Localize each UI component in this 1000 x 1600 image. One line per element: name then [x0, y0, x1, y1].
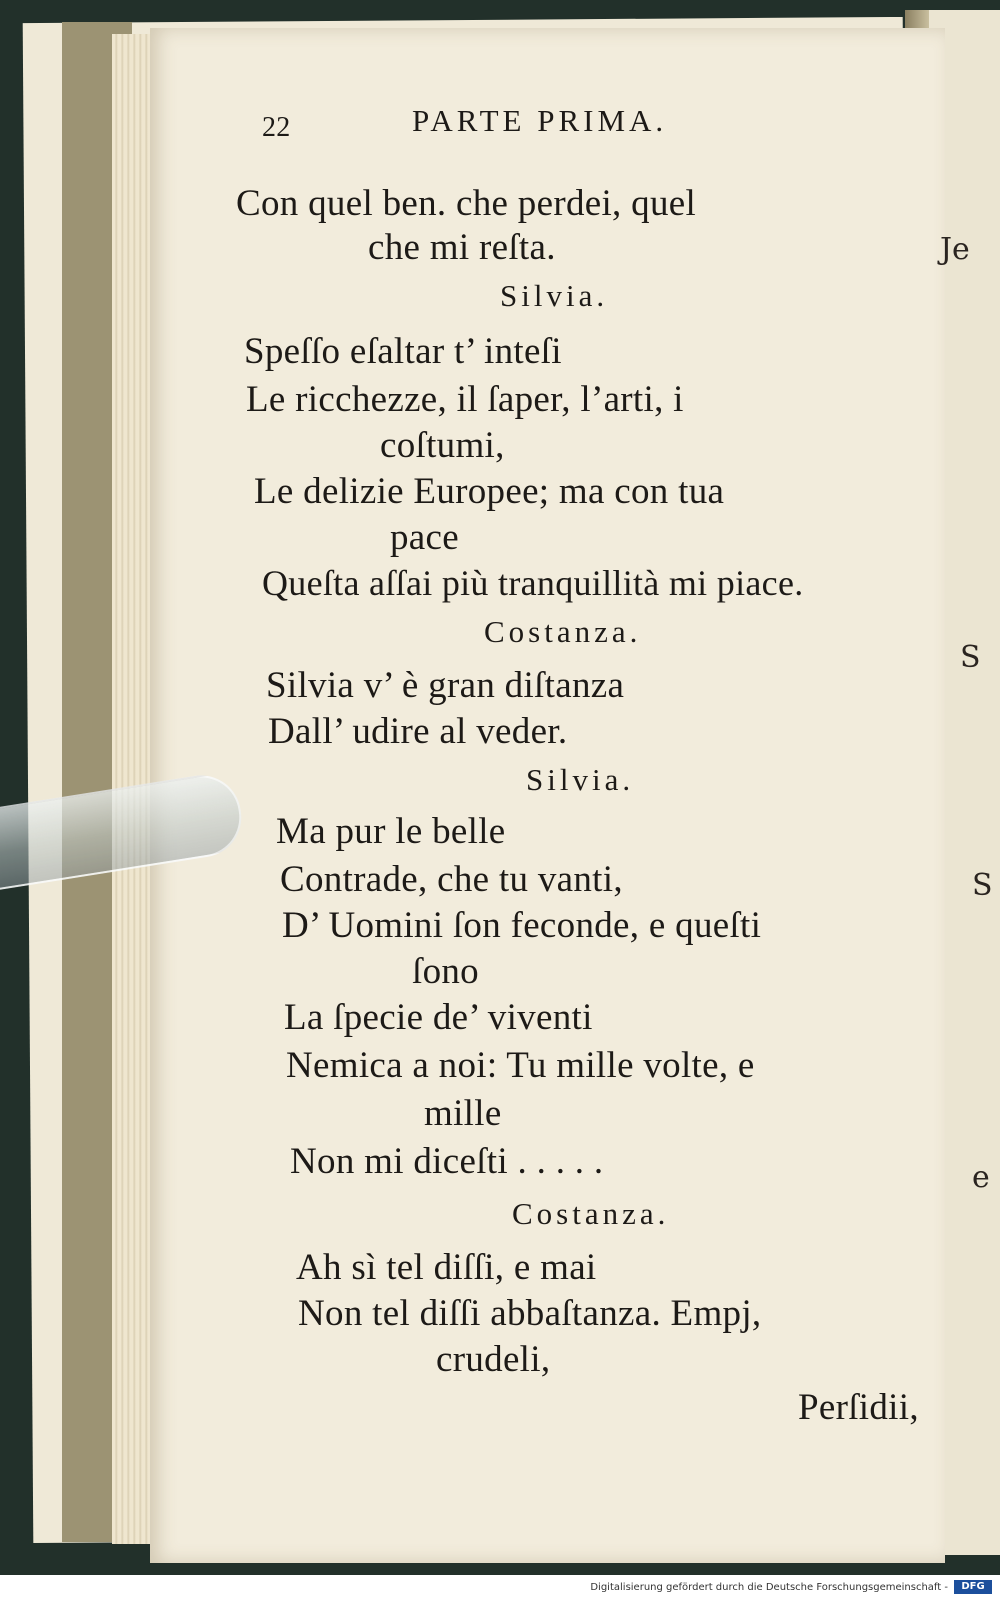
verse-line: Le ricchezze, il ſaper, l’arti, i	[246, 379, 684, 420]
running-title: PARTE PRIMA.	[412, 103, 668, 138]
footer-credit: Digitalisierung gefördert durch die Deutsche Forschungsgemeinschaft -	[590, 1582, 948, 1593]
speaker-name: Costanza.	[484, 614, 642, 649]
verse-line: che mi reſta.	[368, 227, 556, 268]
catchword: Perſidii,	[798, 1387, 919, 1428]
verse-line: Non mi diceſti . . . . .	[290, 1141, 604, 1182]
facing-leaf-fragment: S	[960, 640, 981, 675]
dfg-logo-icon: DFG	[954, 1580, 992, 1594]
verse-line: Ma pur le belle	[276, 811, 506, 852]
verse-line: La ſpecie de’ viventi	[284, 997, 593, 1038]
verse-line: Ah sì tel diſſi, e mai	[296, 1247, 597, 1288]
verse-line: Silvia v’ è gran diſtanza	[266, 665, 625, 706]
facing-leaf-fragment: S	[972, 868, 993, 903]
verse-line: Dall’ udire al veder.	[268, 711, 568, 752]
verse-line: Queſta aſſai più tranquillità mi piace.	[262, 563, 804, 603]
verse-line: crudeli,	[436, 1339, 551, 1380]
speaker-name: Costanza.	[512, 1196, 670, 1231]
verse-line: Contrade, che tu vanti,	[280, 859, 623, 900]
verse-line: Speſſo eſaltar t’ inteſi	[244, 331, 562, 372]
verse-line: D’ Uomini ſon feconde, e queſti	[282, 905, 762, 946]
verse-line: coſtumi,	[380, 425, 505, 466]
verse-line: ſono	[412, 951, 479, 992]
speaker-name: Silvia.	[526, 762, 635, 797]
verse-line: Non tel diſſi abbaſtanza. Empj,	[298, 1293, 762, 1334]
speaker-name: Silvia.	[500, 278, 609, 313]
verse-line: mille	[424, 1093, 502, 1134]
facing-leaf-fragment: Je	[940, 232, 970, 267]
page-number: 22	[262, 112, 291, 143]
verse-line: Le delizie Europee; ma con tua	[254, 471, 725, 512]
verse-line: Con quel ben. che perdei, quel	[236, 183, 697, 224]
facing-leaf-fragment: e	[972, 1160, 990, 1195]
verse-line: Nemica a noi: Tu mille volte, e	[286, 1045, 755, 1086]
verse-line: pace	[390, 517, 459, 558]
